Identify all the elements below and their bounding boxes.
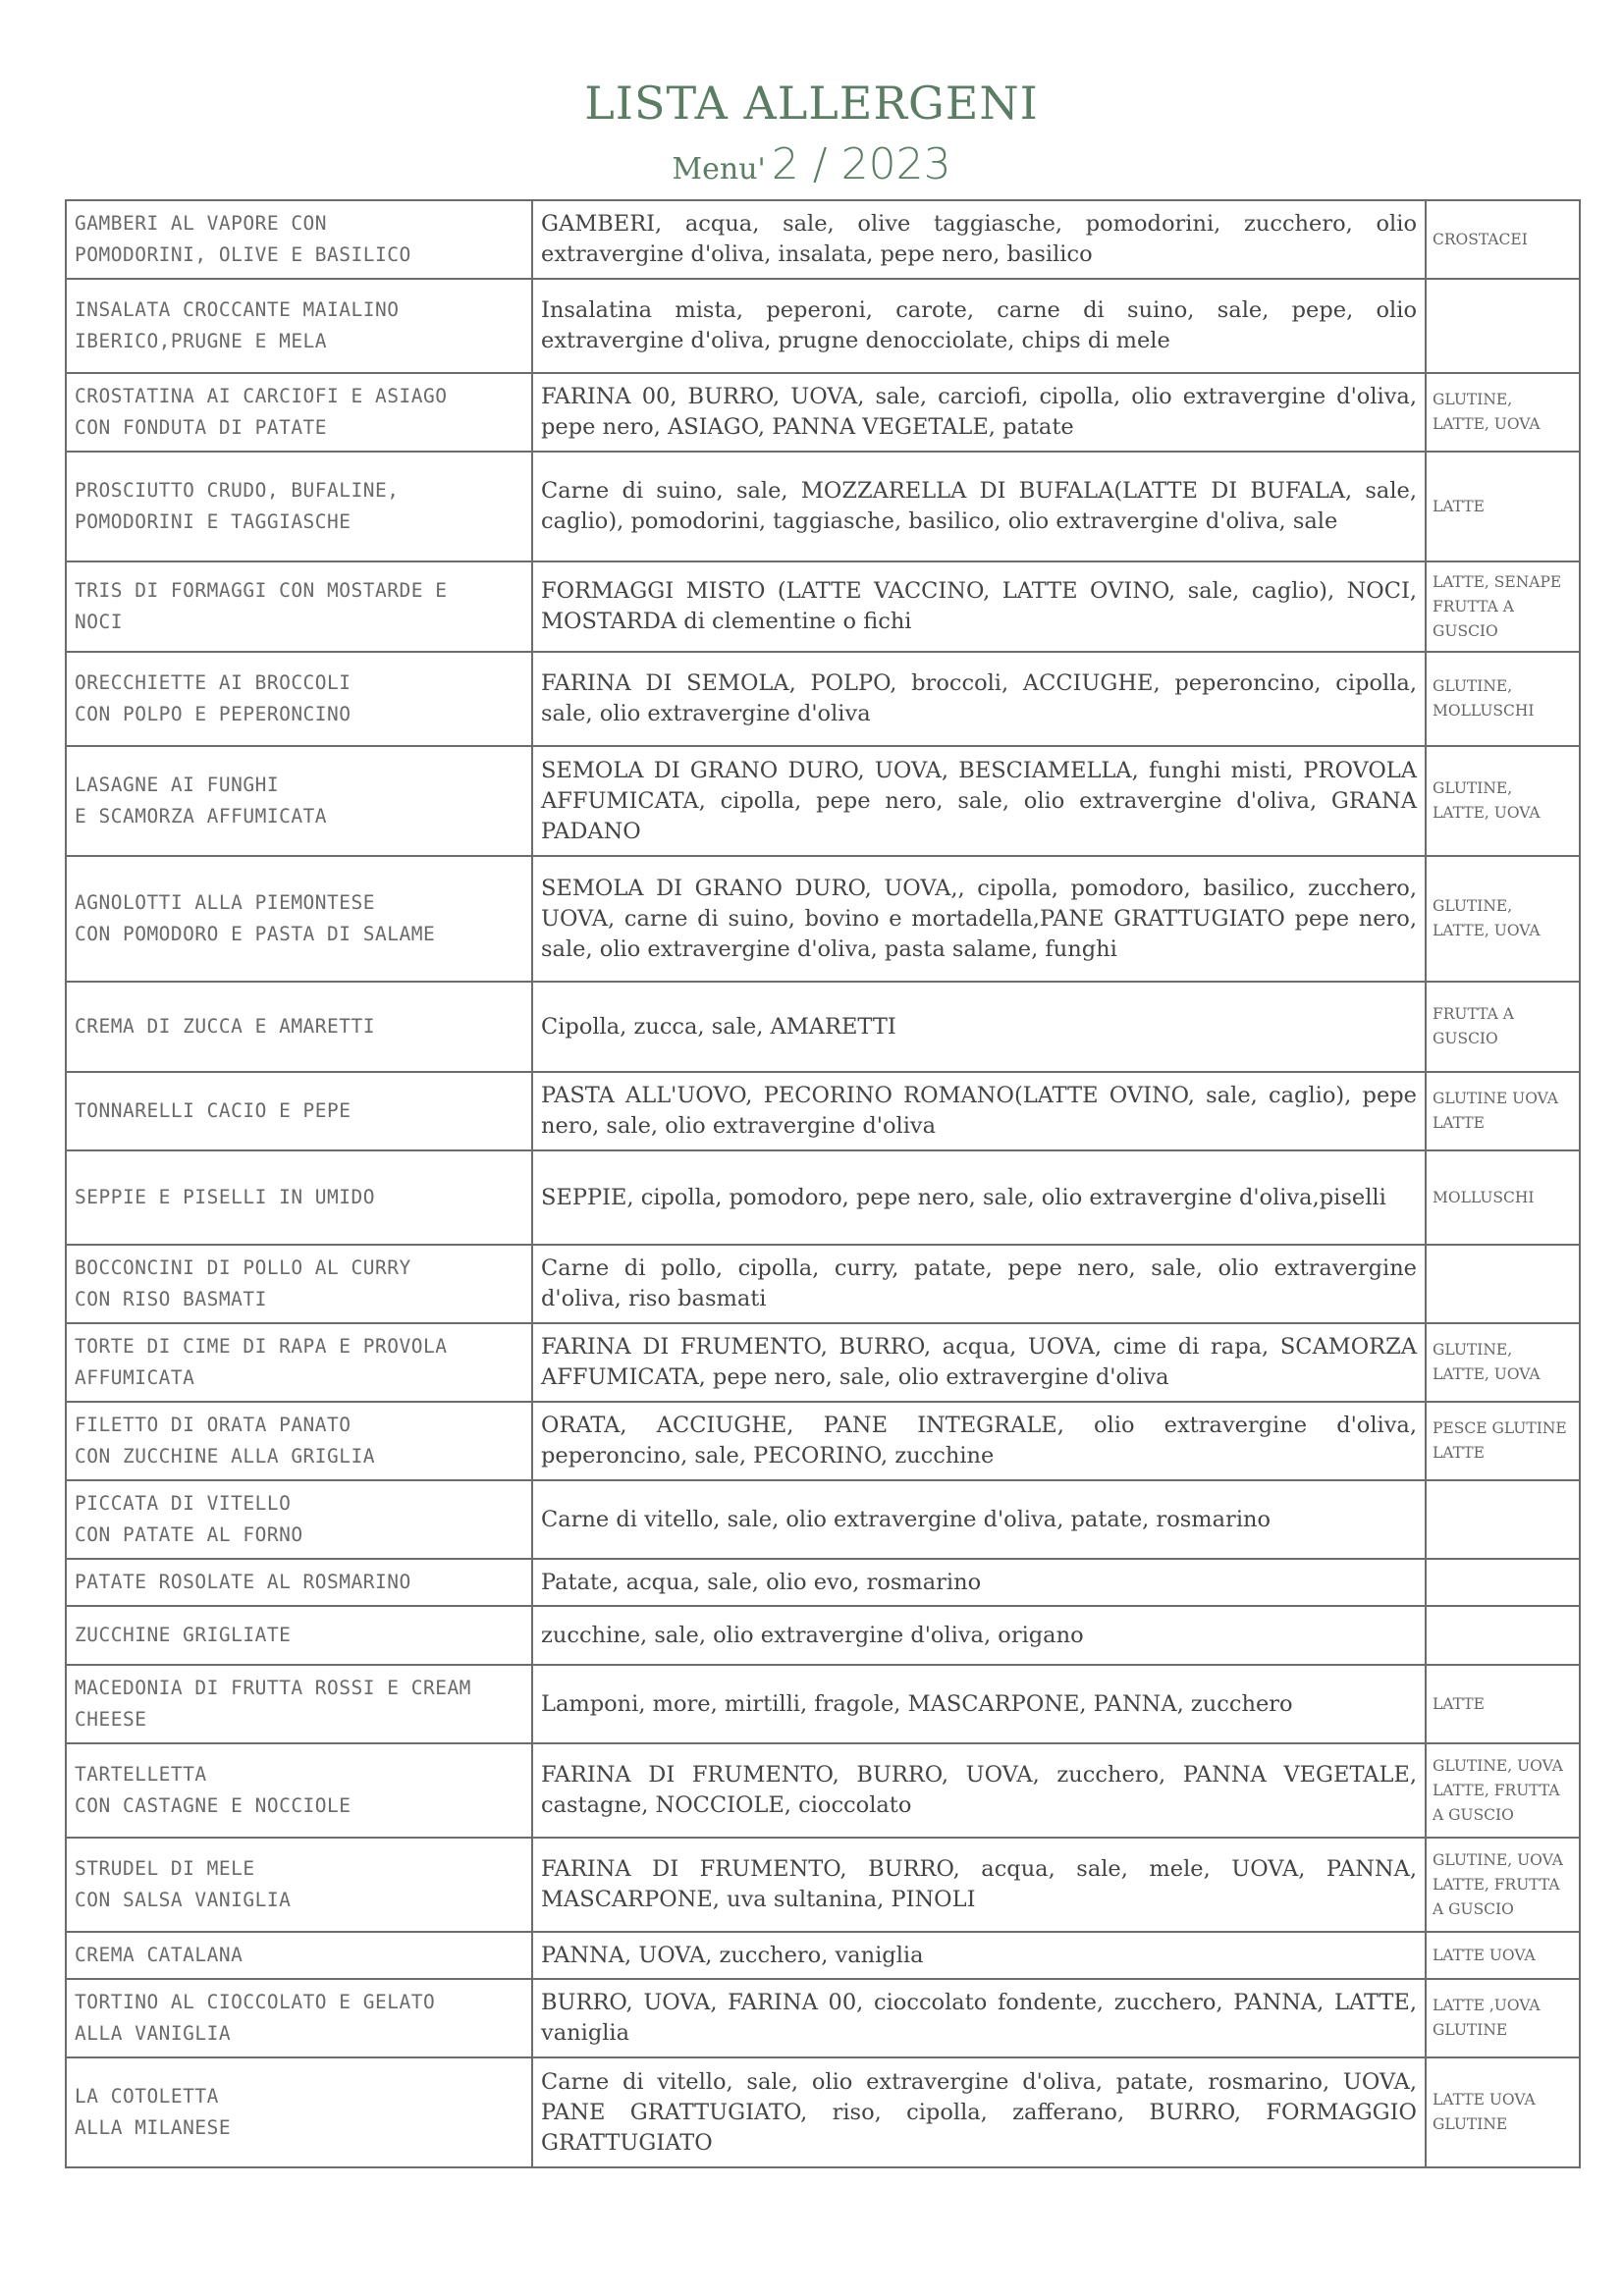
table-row [66,1402,1580,1480]
subtitle-year: 2 / 2023 [771,139,951,189]
allergen-table-body [66,200,1580,2167]
table-row [66,856,1580,982]
dish-name-cell [66,1743,532,1838]
table-row [66,1665,1580,1743]
ingredients-cell: FARINA DI FRUMENTO, BURRO, acqua, UOVA, cime di rapa, SCAMORZA AFFUMICATA, pepe nero, sale, olio extravergine d'oliva [532,1323,1426,1402]
ingredients-cell: SEMOLA DI GRANO DURO, UOVA,, cipolla, pomodoro, basilico, zucchero, UOVA, carne di suino, bovino e mortadella,PANE GRATTUGIATO pepe nero, sale, olio extravergine d'oliva, pasta salame, funghi [532,856,1426,982]
dish-name-line: CREMA DI ZUCCA E AMARETTI [75,1015,375,1038]
dish-name-cell [66,1559,532,1606]
table-row [66,652,1580,746]
dish-name-line: CROSTATINA AI CARCIOFI E ASIAGO [75,385,448,407]
dish-name-line: CON SALSA VANIGLIA [75,1889,292,1911]
table-row [66,452,1580,561]
table-row [66,1480,1580,1559]
dish-name-cell [66,746,532,856]
table-row [66,1559,1580,1606]
dish-name-line: CON RISO BASMATI [75,1288,267,1310]
ingredients-cell: SEPPIE, cipolla, pomodoro, pepe nero, sale, olio extravergine d'oliva,piselli [532,1150,1426,1245]
ingredients-cell: Carne di suino, sale, MOZZARELLA DI BUFALA(LATTE DI BUFALA, sale, caglio), pomodorini, taggiasche, basilico, olio extravergine d'oliva, sale [532,452,1426,561]
dish-name-line: CON CASTAGNE E NOCCIOLE [75,1794,352,1817]
allergens-cell [1426,1245,1580,1323]
ingredients-cell: GAMBERI, acqua, sale, olive taggiasche, pomodorini, zucchero, olio extravergine d'oliva, insalata, pepe nero, basilico [532,200,1426,279]
dish-name-cell [66,1979,532,2057]
ingredients-cell: Insalatina mista, peperoni, carote, carne di suino, sale, pepe, olio extravergine d'oliva, prugne denocciolate, chips di mele [532,279,1426,373]
dish-name-line: BOCCONCINI DI POLLO AL CURRY [75,1256,411,1279]
allergen-table [65,199,1581,2168]
table-row [66,279,1580,373]
allergens-cell: GLUTINE, MOLLUSCHI [1426,652,1580,746]
table-row [66,200,1580,279]
dish-name-line: TARTELLETTA [75,1763,207,1786]
table-row [66,746,1580,856]
dish-name-cell [66,1245,532,1323]
ingredients-cell: SEMOLA DI GRANO DURO, UOVA, BESCIAMELLA, funghi misti, PROVOLA AFFUMICATA, cipolla, pepe nero, sale, olio extravergine d'oliva, GRANA PADANO [532,746,1426,856]
dish-name-cell [66,1150,532,1245]
page-subtitle [0,139,1623,189]
dish-name-cell [66,1838,532,1932]
dish-name-line: INSALATA CROCCANTE MAIALINO [75,298,400,321]
dish-name-line: PICCATA DI VITELLO [75,1492,292,1515]
ingredients-cell: Cipolla, zucca, sale, AMARETTI [532,982,1426,1072]
allergens-cell: GLUTINE, LATTE, UOVA [1426,1323,1580,1402]
dish-name-line: CHEESE [75,1708,147,1731]
ingredients-cell: FARINA DI FRUMENTO, BURRO, acqua, sale, mele, UOVA, PANNA, MASCARPONE, uva sultanina, PINOLI [532,1838,1426,1932]
allergens-cell: GLUTINE, UOVA LATTE, FRUTTA A GUSCIO [1426,1743,1580,1838]
ingredients-cell: Patate, acqua, sale, olio evo, rosmarino [532,1559,1426,1606]
ingredients-cell: zucchine, sale, olio extravergine d'oliva, origano [532,1606,1426,1665]
dish-name-line: LA COTOLETTA [75,2085,219,2108]
dish-name-cell [66,982,532,1072]
dish-name-cell [66,279,532,373]
table-row [66,1979,1580,2057]
dish-name-line: TORTE DI CIME DI RAPA E PROVOLA [75,1335,448,1358]
allergens-cell: GLUTINE, UOVA LATTE, FRUTTA A GUSCIO [1426,1838,1580,1932]
ingredients-cell: FORMAGGI MISTO (LATTE VACCINO, LATTE OVINO, sale, caglio), NOCI, MOSTARDA di clementine o fichi [532,561,1426,652]
dish-name-cell [66,200,532,279]
ingredients-cell: ORATA, ACCIUGHE, PANE INTEGRALE, olio extravergine d'oliva, peperoncino, sale, PECORINO, zucchine [532,1402,1426,1480]
allergens-cell: LATTE [1426,1665,1580,1743]
dish-name-line: CON POMODORO E PASTA DI SALAME [75,923,436,945]
table-row [66,1932,1580,1979]
dish-name-line: TORTINO AL CIOCCOLATO E GELATO [75,1991,436,2013]
table-row [66,561,1580,652]
table-row [66,373,1580,452]
dish-name-line: AFFUMICATA [75,1366,195,1389]
dish-name-line: POMODORINI E TAGGIASCHE [75,510,352,533]
ingredients-cell: BURRO, UOVA, FARINA 00, cioccolato fondente, zucchero, PANNA, LATTE, vaniglia [532,1979,1426,2057]
dish-name-line: TRIS DI FORMAGGI CON MOSTARDE E [75,579,448,602]
dish-name-line: ZUCCHINE GRIGLIATE [75,1624,292,1646]
allergens-cell: LATTE, SENAPE FRUTTA A GUSCIO [1426,561,1580,652]
ingredients-cell: Carne di vitello, sale, olio extravergine d'oliva, patate, rosmarino [532,1480,1426,1559]
ingredients-cell: Lamponi, more, mirtilli, fragole, MASCARPONE, PANNA, zucchero [532,1665,1426,1743]
ingredients-cell: PASTA ALL'UOVO, PECORINO ROMANO(LATTE OVINO, sale, caglio), pepe nero, sale, olio extravergine d'oliva [532,1072,1426,1150]
table-row [66,1606,1580,1665]
ingredients-cell: FARINA 00, BURRO, UOVA, sale, carciofi, cipolla, olio extravergine d'oliva, pepe nero, ASIAGO, PANNA VEGETALE, patate [532,373,1426,452]
ingredients-cell: FARINA DI SEMOLA, POLPO, broccoli, ACCIUGHE, peperoncino, cipolla, sale, olio extravergine d'oliva [532,652,1426,746]
dish-name-line: LASAGNE AI FUNGHI [75,774,280,796]
dish-name-line: CREMA CATALANA [75,1944,243,1966]
allergens-cell: GLUTINE, LATTE, UOVA [1426,373,1580,452]
allergens-cell: LATTE UOVA [1426,1932,1580,1979]
dish-name-cell [66,1402,532,1480]
dish-name-line: PROSCIUTTO CRUDO, BUFALINE, [75,479,400,502]
allergens-cell: CROSTACEI [1426,200,1580,279]
dish-name-line: PATATE ROSOLATE AL ROSMARINO [75,1571,411,1593]
dish-name-cell [66,1480,532,1559]
allergens-cell [1426,279,1580,373]
dish-name-cell [66,652,532,746]
table-row [66,1838,1580,1932]
dish-name-cell [66,373,532,452]
dish-name-line: TONNARELLI CACIO E PEPE [75,1099,352,1122]
dish-name-line: ALLA VANIGLIA [75,2022,232,2045]
allergens-cell [1426,1480,1580,1559]
allergens-cell: LATTE [1426,452,1580,561]
dish-name-line: STRUDEL DI MELE [75,1857,255,1880]
allergens-cell: PESCE GLUTINE LATTE [1426,1402,1580,1480]
ingredients-cell: FARINA DI FRUMENTO, BURRO, UOVA, zucchero, PANNA VEGETALE, castagne, NOCCIOLE, cioccolato [532,1743,1426,1838]
dish-name-line: GAMBERI AL VAPORE CON [75,212,328,235]
dish-name-line: MACEDONIA DI FRUTTA ROSSI E CREAM [75,1677,471,1699]
table-row [66,1323,1580,1402]
dish-name-cell [66,561,532,652]
allergens-cell: FRUTTA A GUSCIO [1426,982,1580,1072]
ingredients-cell: PANNA, UOVA, zucchero, vaniglia [532,1932,1426,1979]
dish-name-line: SEPPIE E PISELLI IN UMIDO [75,1186,375,1208]
dish-name-line: CON ZUCCHINE ALLA GRIGLIA [75,1445,375,1468]
table-row [66,1245,1580,1323]
table-row [66,1743,1580,1838]
allergens-cell: MOLLUSCHI [1426,1150,1580,1245]
dish-name-cell [66,1323,532,1402]
ingredients-cell: Carne di pollo, cipolla, curry, patate, pepe nero, sale, olio extravergine d'oliva, riso basmati [532,1245,1426,1323]
allergens-cell: LATTE UOVA GLUTINE [1426,2057,1580,2167]
dish-name-line: E SCAMORZA AFFUMICATA [75,805,328,828]
dish-name-cell [66,1932,532,1979]
dish-name-cell [66,1665,532,1743]
table-row [66,2057,1580,2167]
allergens-cell [1426,1559,1580,1606]
dish-name-line: POMODORINI, OLIVE E BASILICO [75,243,411,266]
table-row [66,1150,1580,1245]
dish-name-line: CON FONDUTA DI PATATE [75,416,328,439]
dish-name-cell [66,452,532,561]
allergens-cell: LATTE ,UOVA GLUTINE [1426,1979,1580,2057]
allergens-cell: GLUTINE, LATTE, UOVA [1426,746,1580,856]
dish-name-line: NOCI [75,611,123,633]
dish-name-line: FILETTO DI ORATA PANATO [75,1414,352,1436]
dish-name-cell [66,1606,532,1665]
ingredients-cell: Carne di vitello, sale, olio extravergine d'oliva, patate, rosmarino, UOVA, PANE GRATTUGIATO, riso, cipolla, zafferano, BURRO, FORMAGGIO GRATTUGIATO [532,2057,1426,2167]
allergens-cell [1426,1606,1580,1665]
page-title: LISTA ALLERGENI [584,77,1039,130]
dish-name-line: CON PATATE AL FORNO [75,1523,303,1546]
allergens-cell: GLUTINE UOVA LATTE [1426,1072,1580,1150]
dish-name-line: IBERICO,PRUGNE E MELA [75,330,328,352]
dish-name-cell [66,1072,532,1150]
dish-name-line: ALLA MILANESE [75,2116,232,2139]
dish-name-line: CON POLPO E PEPERONCINO [75,703,352,725]
table-row [66,1072,1580,1150]
dish-name-cell [66,856,532,982]
dish-name-cell [66,2057,532,2167]
table-row [66,982,1580,1072]
subtitle-label: Menu' [672,152,766,187]
dish-name-line: AGNOLOTTI ALLA PIEMONTESE [75,891,375,914]
dish-name-line: ORECCHIETTE AI BROCCOLI [75,671,352,694]
allergens-cell: GLUTINE, LATTE, UOVA [1426,856,1580,982]
